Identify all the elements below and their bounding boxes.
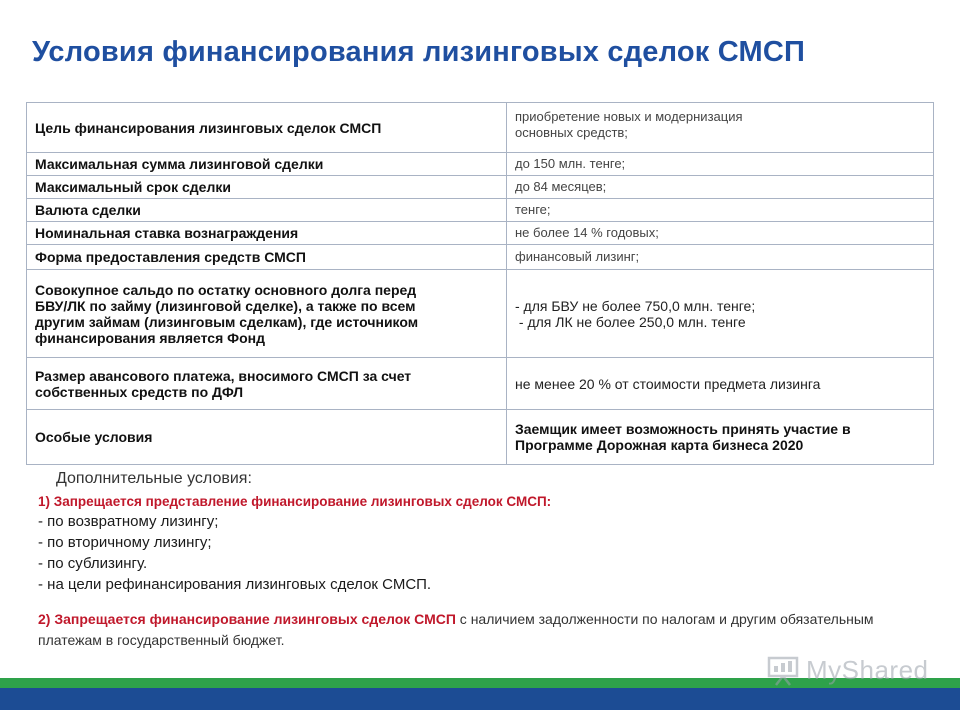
row-label: Валюта сделки [27, 199, 507, 222]
row-label: Форма предоставления средств СМСП [27, 245, 507, 270]
additional-conditions [38, 470, 918, 651]
row-label: Особые условия [27, 410, 507, 465]
table-row [27, 410, 934, 465]
table-row [27, 270, 934, 358]
watermark-text: MyShared [806, 654, 929, 685]
row-value: до 84 месяцев; [507, 176, 934, 199]
list-item: - по сублизингу. [38, 555, 148, 572]
list-item: - на цели рефинансирования лизинговых сделок СМСП. [38, 576, 432, 593]
row-value: приобретение новых и модернизация основных средств; [507, 103, 934, 153]
table-row [27, 245, 934, 270]
row-value: - для БВУ не более 750,0 млн. тенге; - для ЛК не более 250,0 млн. тенге [507, 270, 934, 358]
ban2-title: 2) Запрещается финансирование лизинговых сделок СМСП [38, 611, 456, 627]
watermark [766, 650, 929, 690]
row-value: не более 14 % годовых; [507, 222, 934, 245]
ban1-title: 1) Запрещается представление финансирование лизинговых сделок СМСП: [38, 494, 552, 509]
ban2-text: с наличием задолженности по налогам и другим обязательным платежам в государственный бюджет. [38, 611, 874, 648]
table-row [27, 199, 934, 222]
extra-heading: Дополнительные условия: [56, 470, 252, 487]
list-item: - по возвратному лизингу; [38, 513, 219, 530]
ban2-paragraph [38, 609, 918, 651]
row-label: Максимальный срок сделки [27, 176, 507, 199]
row-value: финансовый лизинг; [507, 245, 934, 270]
footer-white-stripe [0, 710, 960, 720]
row-label: Номинальная ставка вознаграждения [27, 222, 507, 245]
row-value: Заемщик имеет возможность принять участие в Программе Дорожная карта бизнеса 2020 [507, 410, 934, 465]
row-value: не менее 20 % от стоимости предмета лизинга [507, 358, 934, 410]
table-row [27, 176, 934, 199]
page-title: Условия финансирования лизинговых сделок СМСП [32, 36, 806, 68]
row-label: Цель финансирования лизинговых сделок СМСП [27, 103, 507, 153]
terms-table [26, 102, 934, 465]
table-row [27, 222, 934, 245]
presentation-icon [766, 653, 800, 687]
row-value: до 150 млн. тенге; [507, 153, 934, 176]
list-item: - по вторичному лизингу; [38, 534, 212, 551]
table-row [27, 103, 934, 153]
row-value: тенге; [507, 199, 934, 222]
row-label: Совокупное сальдо по остатку основного долга перед БВУ/ЛК по займу (лизинговой сделке), а также по всем другим займам (лизинговым сделкам), где источником финансирования является Фонд [27, 270, 507, 358]
row-label: Максимальная сумма лизинговой сделки [27, 153, 507, 176]
table-row [27, 153, 934, 176]
footer-blue-stripe [0, 688, 960, 710]
row-label: Размер авансового платежа, вносимого СМСП за счет собственных средств по ДФЛ [27, 358, 507, 410]
table-row [27, 358, 934, 410]
